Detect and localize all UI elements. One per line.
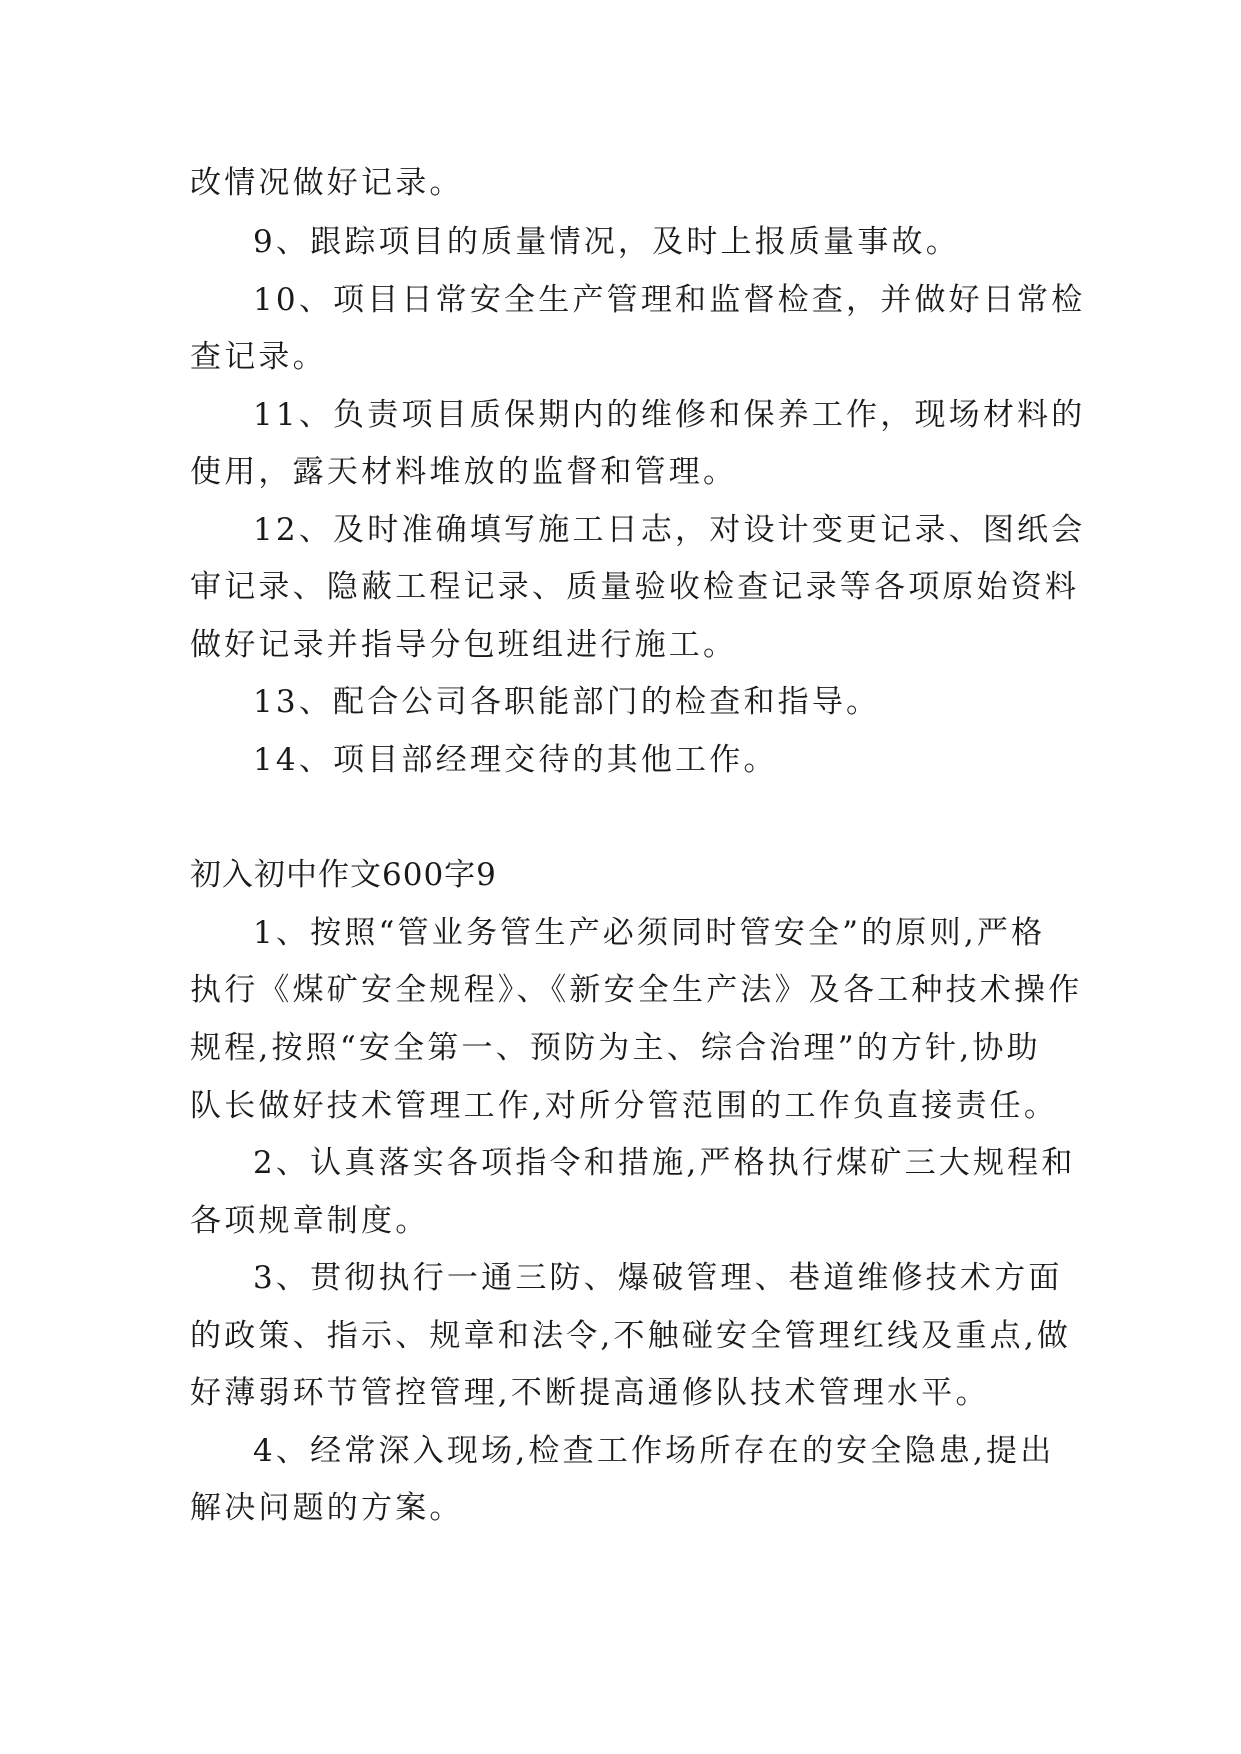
text-line: 队长做好技术管理工作,对所分管范围的工作负直接责任。 [190,1088,1059,1124]
text-line: 规程,按照“安全第一、预防为主、综合治理”的方针,协助 [190,1030,1041,1066]
text-line: 使用，露天材料堆放的监督和管理。 [190,454,738,490]
text-line: 做好记录并指导分包班组进行施工。 [190,627,738,663]
text-line: 好薄弱环节管控管理,不断提高通修队技术管理水平。 [190,1375,990,1411]
section-heading: 初入初中作文600字9 [190,857,497,893]
list-item-11: 11、负责项目质保期内的维修和保养工作，现场材料的 [253,397,1086,433]
text-line: 的政策、指示、规章和法令,不触碰安全管理红线及重点,做 [190,1318,1072,1354]
text-line: 查记录。 [190,339,327,375]
list-item-3: 3、贯彻执行一通三防、爆破管理、巷道维修技术方面 [253,1260,1063,1296]
list-item-1: 1、按照“管业务管生产必须同时管安全”的原则,严格 [253,915,1046,951]
list-item-13: 13、配合公司各职能部门的检查和指导。 [253,684,881,720]
text-line: 改情况做好记录。 [190,165,464,201]
text-line: 解决问题的方案。 [190,1490,464,1526]
list-item-14: 14、项目部经理交待的其他工作。 [253,742,778,778]
list-item-12: 12、及时准确填写施工日志，对设计变更记录、图纸会 [253,512,1086,548]
list-item-9: 9、跟踪项目的质量情况，及时上报质量事故。 [253,224,960,260]
list-item-10: 10、项目日常安全生产管理和监督检查，并做好日常检 [253,282,1086,318]
text-line: 审记录、隐蔽工程记录、质量验收检查记录等各项原始资料 [190,569,1080,605]
list-item-4: 4、经常深入现场,检查工作场所存在的安全隐患,提出 [253,1433,1055,1469]
list-item-2: 2、认真落实各项指令和措施,严格执行煤矿三大规程和 [253,1145,1076,1181]
text-line: 执行《煤矿安全规程》、《新安全生产法》及各工种技术操作 [190,972,1083,1008]
text-line: 各项规章制度。 [190,1203,430,1239]
